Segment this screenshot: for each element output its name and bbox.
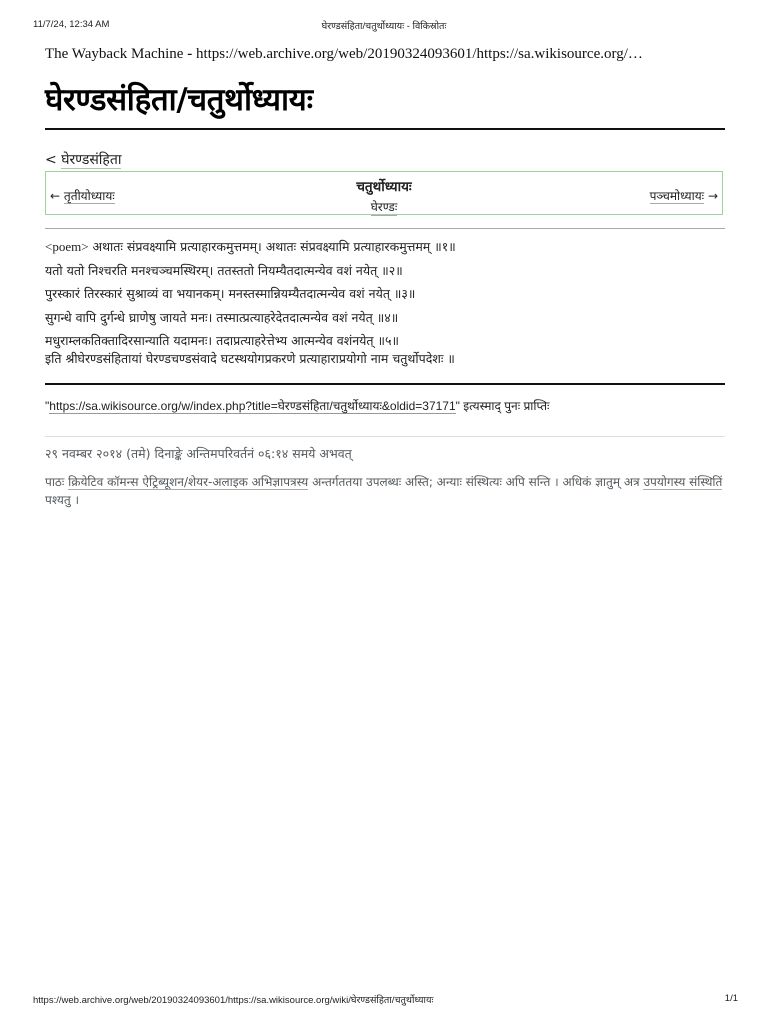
poem-line: पुरस्कारं तिरस्कारं सुश्राव्यं वा भयानकम्। मनस्तस्मान्नियम्यैतदात्मन्येव वशं नयेत् ॥३॥ <box>45 286 416 301</box>
last-modified: २९ नवम्बर २०१४ (तमे) दिनाङ्के अन्तिमपरिवर्तनं ०६:१४ समये अभवत् <box>45 446 352 461</box>
license-text <box>45 473 725 509</box>
retrieved-from <box>45 397 550 414</box>
next-arrow: → <box>707 189 718 203</box>
back-link[interactable] <box>45 150 121 169</box>
print-datetime: 11/7/24, 12:34 AM <box>33 19 110 30</box>
navbox-divider <box>45 228 725 229</box>
page-title: घेरण्डसंहिता/चतुर्थोध्यायः <box>45 82 313 118</box>
prev-chapter-label[interactable]: तृतीयोध्यायः <box>63 189 115 203</box>
wayback-banner <box>45 46 643 63</box>
next-chapter-label[interactable]: पञ्चमोध्यायः <box>649 189 705 203</box>
source-close-quote: " <box>455 399 460 413</box>
print-footer-url: https://web.archive.org/web/20190324093601/https://sa.wikisource.org/wiki/घेरण्डसंहिता/चतुर्थोध्यायः <box>33 995 434 1006</box>
poem-line: सुगन्धे वापि दुर्गन्धे घ्राणेषु जायते मनः। तस्मात्प्रत्याहरेदेतदात्मन्येव वशं नयेत् ॥४॥ <box>45 309 399 325</box>
title-divider <box>45 128 725 130</box>
wayback-separator: - <box>183 46 196 62</box>
license-mid: अन्तर्गततया उपलब्धः अस्ति; अन्याः संस्थित्यः अपि सन्ति । अधिकं ज्ञातुम् अत्र <box>308 475 644 489</box>
license-prefix: पाठः <box>45 475 69 489</box>
print-page-number: 1/1 <box>724 993 738 1004</box>
source-suffix: इत्यस्माद् पुनः प्राप्तिः <box>459 399 550 413</box>
content-divider <box>45 383 725 385</box>
prev-arrow: ← <box>50 189 61 203</box>
wayback-label[interactable]: The Wayback Machine <box>45 46 184 62</box>
poem-tag: <poem> <box>45 239 89 254</box>
poem-line-text: अथातः संप्रवक्ष्यामि प्रत्याहारकमुत्तमम्। अथातः संप्रवक्ष्यामि प्रत्याहारकमुत्तमम् ॥१॥ <box>88 239 456 254</box>
current-chapter-title: चतुर्थोध्यायः <box>356 179 412 195</box>
chapter-navbox <box>45 171 723 215</box>
footer-divider <box>45 436 725 437</box>
poem-line: यतो यतो निश्चरति मनश्चञ्चमस्थिरम्। ततस्ततो नियम्यैतदात्मन्येव वशं नयेत् ॥२॥ <box>45 262 403 278</box>
poem-line: मधुराम्लकतिक्तादिरसान्याति यदामनः। तदाप्रत्याहरेत्तेभ्य आत्मन्येव वशंनयेत् ॥५॥ <box>45 333 399 348</box>
back-link-label[interactable]: घेरण्डसंहिता <box>61 152 122 168</box>
terms-link[interactable]: उपयोगस्य संस्थितिं <box>643 475 723 489</box>
print-tab-title: घेरण्डसंहिता/चतुर्थोध्यायः - विकिस्रोतः <box>321 21 447 32</box>
author-link[interactable]: घेरण्डः <box>370 200 398 214</box>
source-open-quote: " <box>45 399 50 413</box>
license-suffix: पश्यतु । <box>45 493 80 507</box>
poem-line <box>45 235 456 259</box>
wayback-url[interactable]: https://web.archive.org/web/20190324093601/https://sa.wikisource.org/… <box>195 46 643 62</box>
source-url[interactable]: https://sa.wikisource.org/w/index.php?title=घेरण्डसंहिता/चतुर्थोध्यायः&oldid=37171 <box>49 399 456 413</box>
next-chapter-link[interactable] <box>650 187 718 204</box>
poem-text <box>45 235 456 353</box>
back-arrow: < <box>45 152 57 168</box>
license-link[interactable]: क्रियेटिव कॉमन्स ऐट्रिब्यूशन/शेयर-अलाइक अभिज्ञापत्रस्य <box>68 475 309 489</box>
navbox-center <box>46 177 722 216</box>
chapter-colophon: इति श्रीघेरण्डसंहितायां घेरण्डचण्डसंवादे घटस्थयोगप्रकरणे प्रत्याहाराप्रयोगो नाम चतुर्थोपदेशः ॥ <box>45 351 455 366</box>
